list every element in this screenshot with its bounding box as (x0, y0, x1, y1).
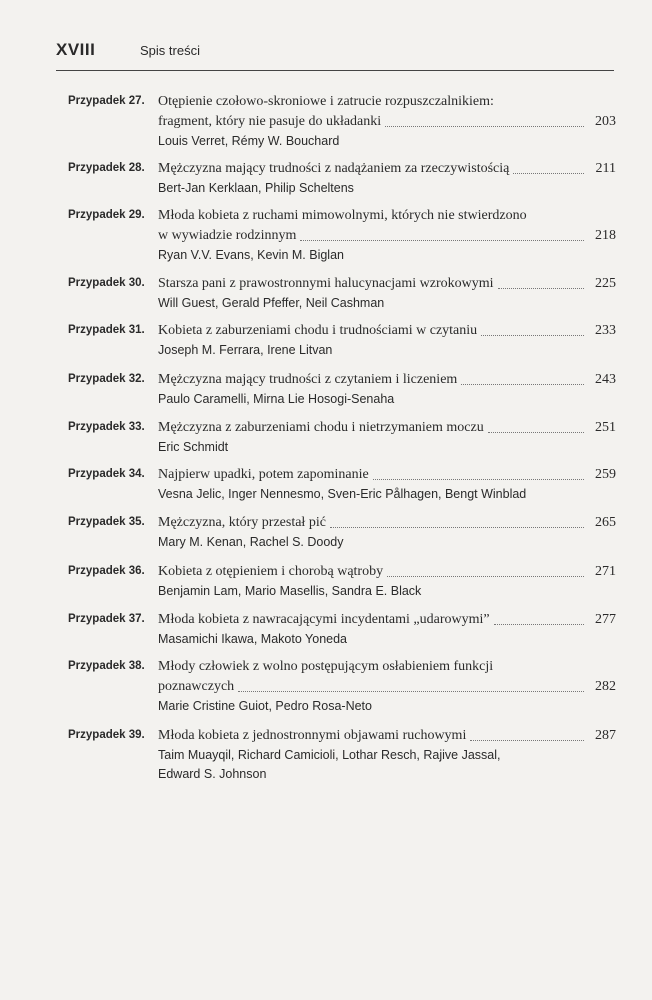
page-ref: 203 (595, 114, 616, 129)
page-ref: 218 (595, 228, 616, 243)
case-label: Przypadek 39. (68, 729, 145, 741)
section-title: Spis treści (140, 43, 200, 58)
page-ref: 259 (595, 467, 616, 482)
entry-authors: Bert-Jan Kerklaan, Philip Scheltens (158, 181, 354, 195)
dot-leader (330, 515, 584, 528)
dot-leader (494, 612, 584, 625)
entry-authors: Mary M. Kenan, Rachel S. Doody (158, 535, 344, 549)
entry-title-line (158, 274, 616, 294)
case-label: Przypadek 35. (68, 516, 145, 528)
dot-leader (513, 161, 584, 174)
entry-authors: Eric Schmidt (158, 440, 229, 454)
dot-leader (470, 728, 584, 741)
entry-authors: Masamichi Ikawa, Makoto Yoneda (158, 632, 347, 646)
entry-authors: Marie Cristine Guiot, Pedro Rosa-Neto (158, 699, 372, 713)
entry-authors: Edward S. Johnson (158, 767, 267, 781)
entry-title-line (158, 370, 616, 390)
entry-authors: Louis Verret, Rémy W. Bouchard (158, 134, 340, 148)
entry-title: fragment, który nie pasuje do układanki (158, 114, 382, 129)
entry-title-line (158, 112, 616, 132)
case-label: Przypadek 37. (68, 613, 145, 625)
case-label: Przypadek 29. (68, 209, 145, 221)
entry-title-line (158, 726, 616, 746)
dot-leader (498, 276, 584, 289)
case-label: Przypadek 31. (68, 324, 145, 336)
entry-authors: Ryan V.V. Evans, Kevin M. Biglan (158, 248, 344, 262)
entry-title: Młoda kobieta z jednostronnymi objawami ruchowymi (158, 728, 467, 743)
entry-title: Młody człowiek z wolno postępującym osłabieniem funkcji (158, 659, 494, 674)
entry-title-line (158, 206, 616, 226)
entry-authors: Taim Muayqil, Richard Camicioli, Lothar Resch, Rajive Jassal, (158, 748, 501, 762)
dot-leader (300, 228, 584, 241)
dot-leader (481, 323, 584, 336)
case-label: Przypadek 38. (68, 660, 145, 672)
page-ref: 211 (595, 161, 616, 176)
entry-title: Kobieta z zaburzeniami chodu i trudnościami w czytaniu (158, 323, 478, 338)
case-label: Przypadek 30. (68, 277, 145, 289)
page-ref: 265 (595, 515, 616, 530)
page-ref: 287 (595, 728, 616, 743)
entry-title: Kobieta z otępieniem i chorobą wątroby (158, 564, 384, 579)
header-rule (56, 70, 614, 71)
case-label: Przypadek 34. (68, 468, 145, 480)
entry-title-line (158, 465, 616, 485)
entry-title: Młoda kobieta z ruchami mimowolnymi, których nie stwierdzono (158, 208, 527, 223)
dot-leader (488, 420, 584, 433)
entry-title: Mężczyzna mający trudności z nadążaniem za rzeczywistością (158, 161, 510, 176)
entry-title: Starsza pani z prawostronnymi halucynacjami wzrokowymi (158, 276, 494, 291)
entry-title: w wywiadzie rodzinnym (158, 228, 297, 243)
dot-leader (387, 564, 584, 577)
entry-title: Młoda kobieta z nawracającymi incydentami „udarowymi” (158, 612, 490, 627)
entry-authors: Benjamin Lam, Mario Masellis, Sandra E. Black (158, 584, 422, 598)
dot-leader (385, 114, 584, 127)
page-ref: 282 (595, 679, 616, 694)
entry-title-line (158, 610, 616, 630)
entry-title: Najpierw upadki, potem zapominanie (158, 467, 369, 482)
page-ref: 277 (595, 612, 616, 627)
entry-title: Mężczyzna z zaburzeniami chodu i nietrzymaniem moczu (158, 420, 484, 435)
entry-title-line (158, 92, 616, 112)
entry-title-line (158, 677, 616, 697)
case-label: Przypadek 28. (68, 162, 145, 174)
page-ref: 251 (595, 420, 616, 435)
entry-title-line (158, 226, 616, 246)
entry-title-line (158, 418, 616, 438)
entry-title-line (158, 657, 616, 677)
case-label: Przypadek 33. (68, 421, 145, 433)
page-ref: 233 (595, 323, 616, 338)
case-label: Przypadek 32. (68, 373, 145, 385)
entry-title-line (158, 159, 616, 179)
case-label: Przypadek 36. (68, 565, 145, 577)
page-ref: 225 (595, 276, 616, 291)
entry-authors: Paulo Caramelli, Mirna Lie Hosogi-Senaha (158, 392, 395, 406)
dot-leader (238, 679, 584, 692)
entry-title-line (158, 513, 616, 533)
entry-title-line (158, 321, 616, 341)
page-ref: 271 (595, 564, 616, 579)
entry-title-line (158, 562, 616, 582)
page-number: XVIII (56, 40, 96, 59)
entry-title: Otępienie czołowo-skroniowe i zatrucie rozpuszczalnikiem: (158, 94, 494, 109)
entry-title: Mężczyzna mający trudności z czytaniem i liczeniem (158, 372, 458, 387)
entry-title: Mężczyzna, który przestał pić (158, 515, 326, 530)
dot-leader (461, 372, 584, 385)
entry-authors: Will Guest, Gerald Pfeffer, Neil Cashman (158, 296, 385, 310)
page-ref: 243 (595, 372, 616, 387)
page-header (56, 40, 616, 62)
dot-leader (373, 467, 584, 480)
entry-title: poznawczych (158, 679, 235, 694)
entry-authors: Vesna Jelic, Inger Nennesmo, Sven-Eric Pålhagen, Bengt Winblad (158, 487, 527, 501)
case-label: Przypadek 27. (68, 95, 145, 107)
entry-authors: Joseph M. Ferrara, Irene Litvan (158, 343, 333, 357)
